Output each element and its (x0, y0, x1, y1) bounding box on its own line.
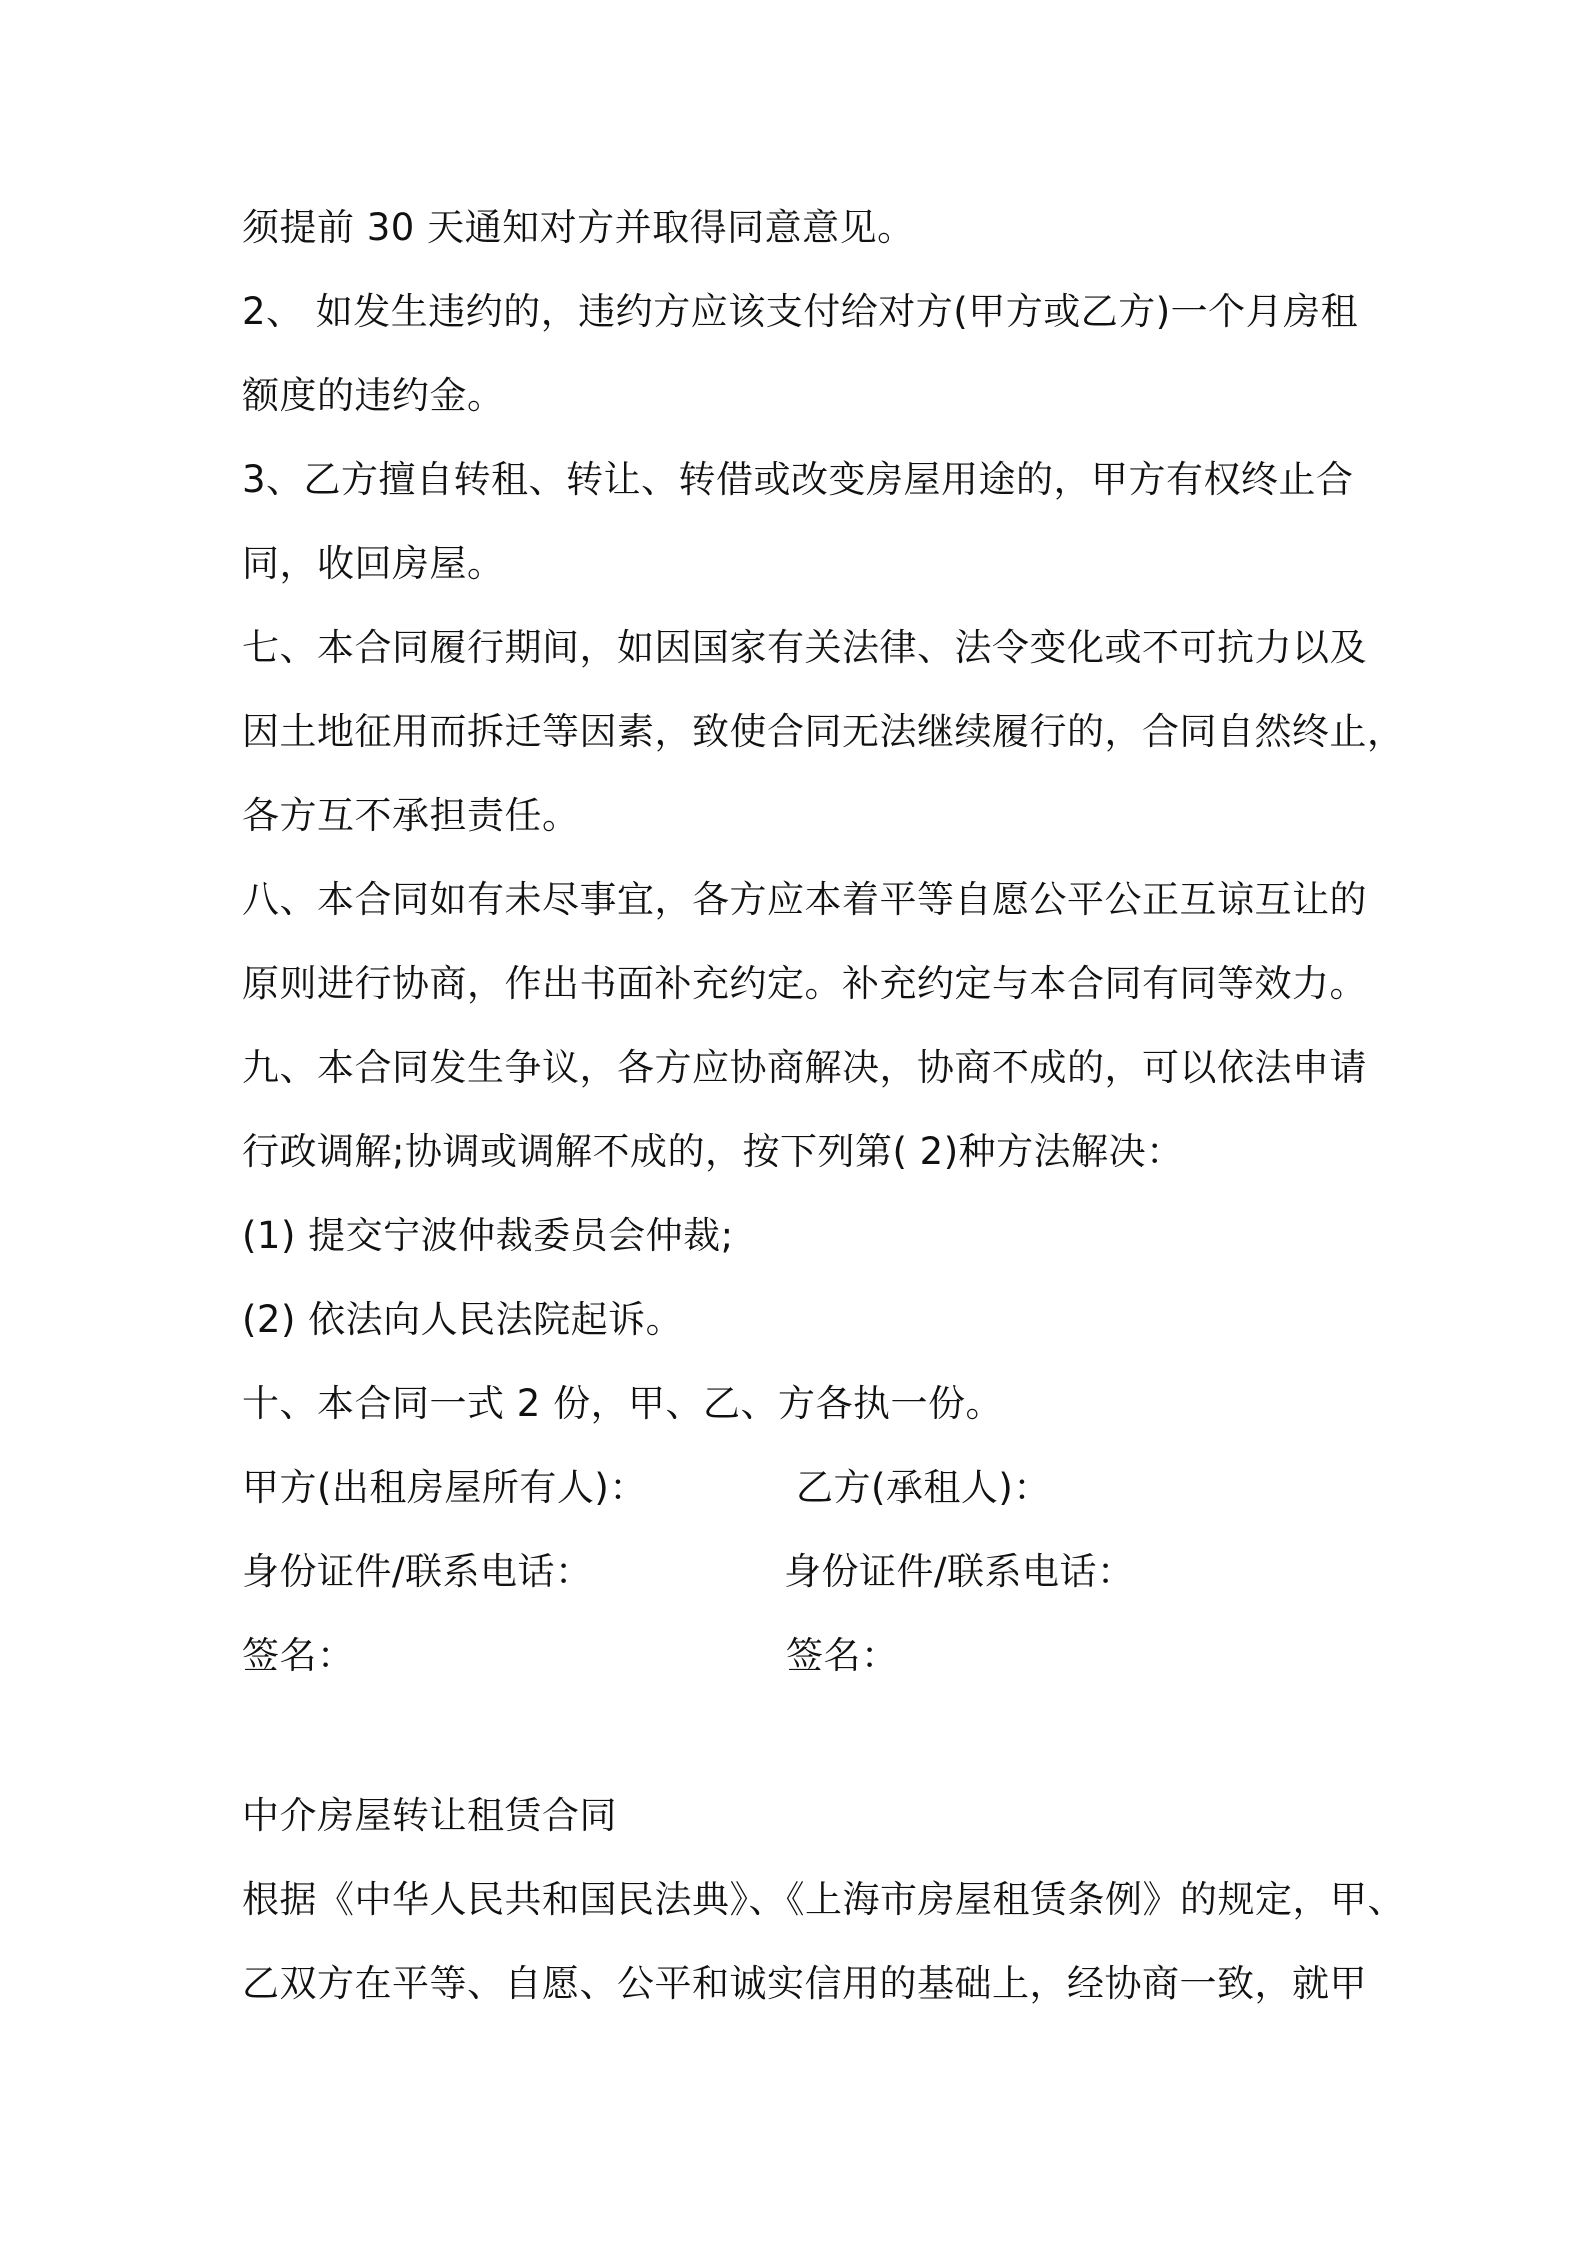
text-line: 须提前 30 天通知对方并取得同意意见。 (242, 206, 915, 249)
text-line: 同，收回房屋。 (242, 542, 505, 585)
party-b-contact: 身份证件/联系电话： (784, 1550, 1135, 1593)
contract-title: 中介房屋转让租赁合同 (242, 1794, 617, 1837)
party-b-sign: 签名： (786, 1634, 899, 1677)
text-line: 各方互不承担责任。 (242, 794, 580, 837)
party-a-label: 甲方(出租房屋所有人)： (242, 1466, 647, 1509)
text-line: (1) 提交宁波仲裁委员会仲裁; (242, 1214, 734, 1257)
text-line: 七、本合同履行期间，如因国家有关法律、法令变化或不可抗力以及 (242, 626, 1367, 669)
text-line: 原则进行协商，作出书面补充约定。补充约定与本合同有同等效力。 (242, 962, 1367, 1005)
text-line: 根据《中华人民共和国民法典》、《上海市房屋租赁条例》的规定，甲、 (242, 1878, 1405, 1921)
text-line: 2、 如发生违约的，违约方应该支付给对方(甲方或乙方)一个月房租 (242, 290, 1359, 333)
party-b-label: 乙方(承租人)： (796, 1466, 1051, 1509)
text-line: 十、本合同一式 2 份，甲、乙、方各执一份。 (242, 1382, 1004, 1425)
text-line: 额度的违约金。 (242, 374, 505, 417)
text-line: 3、乙方擅自转租、转让、转借或改变房屋用途的，甲方有权终止合 (242, 458, 1354, 501)
text-line: 行政调解;协调或调解不成的，按下列第( 2)种方法解决： (242, 1130, 1184, 1173)
party-a-contact: 身份证件/联系电话： (242, 1550, 593, 1593)
text-line: (2) 依法向人民法院起诉。 (242, 1298, 684, 1341)
party-a-sign: 签名： (242, 1634, 355, 1677)
text-line: 九、本合同发生争议，各方应协商解决，协商不成的，可以依法申请 (242, 1046, 1367, 1089)
text-line: 乙双方在平等、自愿、公平和诚实信用的基础上，经协商一致，就甲 (242, 1962, 1367, 2005)
text-line: 因土地征用而拆迁等因素，致使合同无法继续履行的，合同自然终止， (242, 710, 1405, 753)
text-line: 八、本合同如有未尽事宜，各方应本着平等自愿公平公正互谅互让的 (242, 878, 1367, 921)
